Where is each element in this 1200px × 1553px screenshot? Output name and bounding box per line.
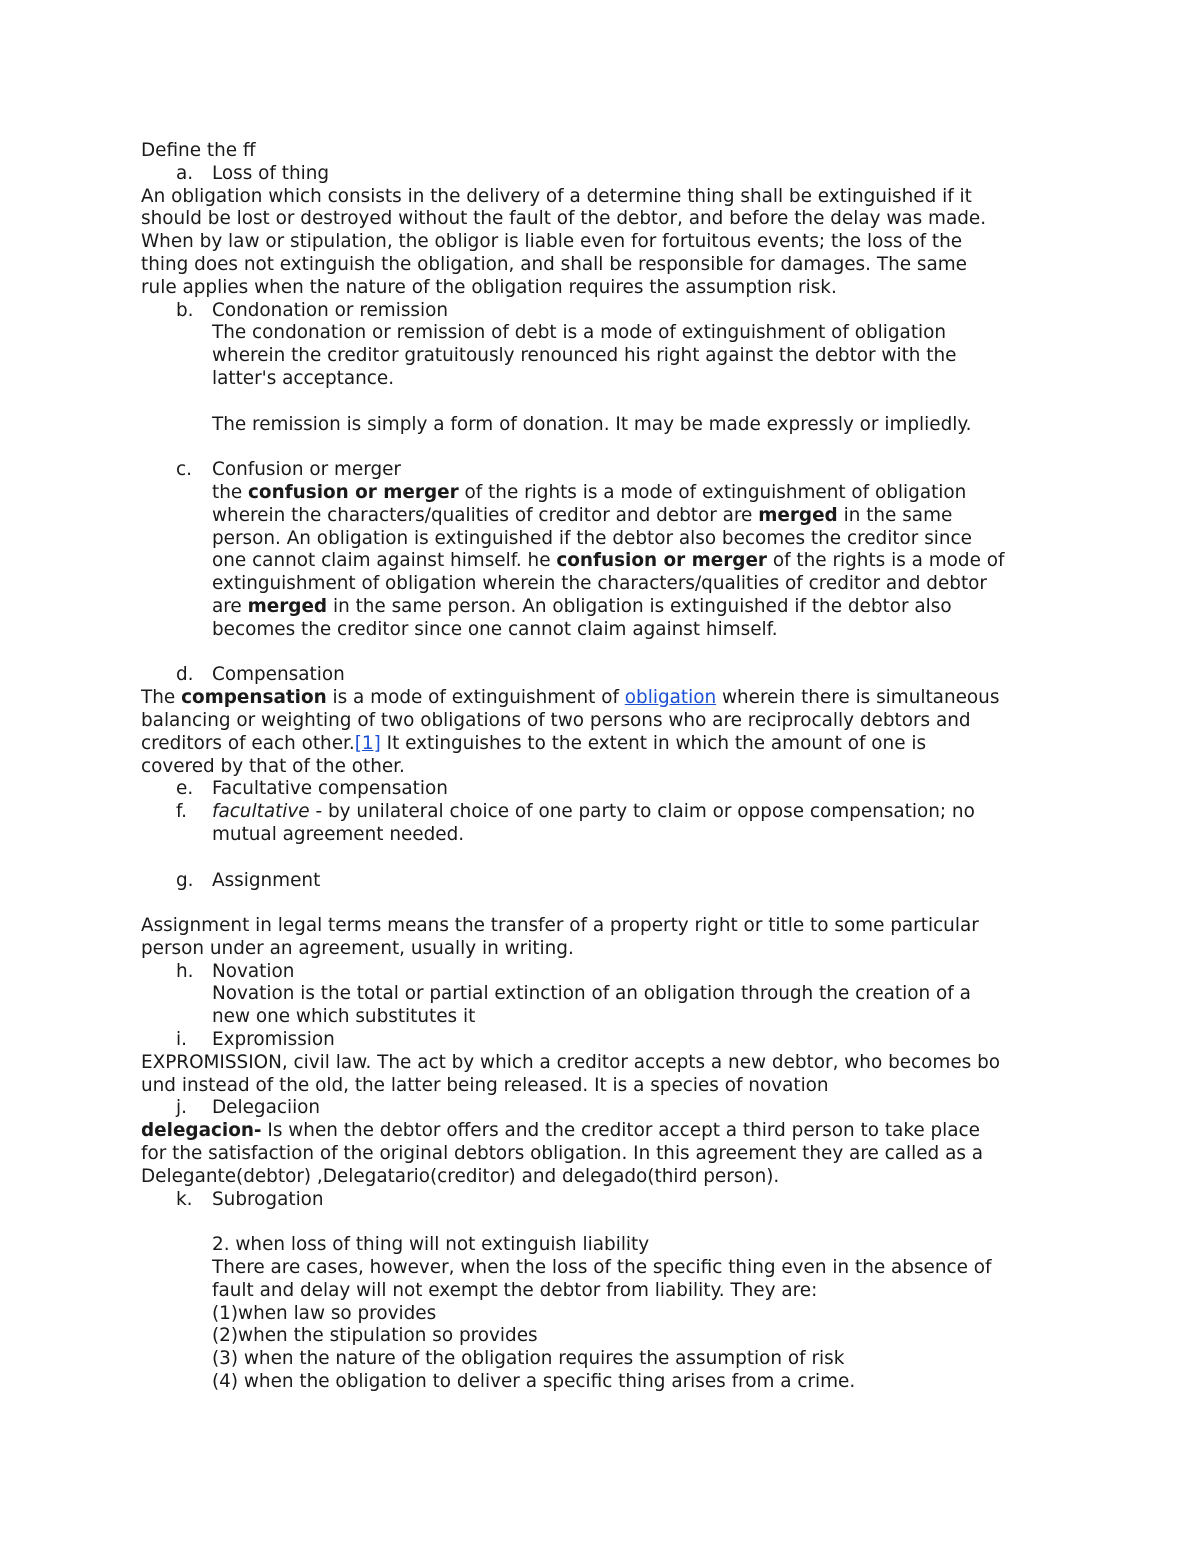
item-title: Confusion or merger — [212, 459, 401, 481]
document-heading: Define the ff — [141, 140, 256, 161]
bold-term: confusion or merger — [556, 550, 767, 572]
paragraph-line: balancing or weighting of two obligations of two persons who are reciprocally debtors and — [141, 709, 971, 731]
list-marker: h. — [176, 960, 194, 982]
footnote-link[interactable]: [1] — [354, 732, 381, 754]
list-marker: k. — [176, 1188, 193, 1210]
bold-term: delegacion- — [141, 1120, 262, 1142]
paragraph-line: The remission is simply a form of donation. It may be made expressly or impliedly. — [212, 413, 972, 435]
item-title: Compensation — [212, 664, 345, 686]
paragraph-line: person under an agreement, usually in writing. — [141, 937, 574, 959]
paragraph-line: Assignment in legal terms means the transfer of a property right or title to some particular — [141, 915, 979, 937]
list-marker: b. — [176, 299, 194, 321]
paragraph-line: wherein the creditor gratuitously renounced his right against the debtor with the — [212, 345, 957, 367]
question-title: 2. when loss of thing will not extinguish liability — [212, 1234, 650, 1256]
bold-term: compensation — [181, 687, 327, 709]
bold-term: merged — [758, 504, 838, 526]
item-title: Loss of thing — [212, 162, 330, 184]
item-confusion-merger — [141, 459, 1071, 482]
item-novation — [141, 961, 1071, 984]
item-facultative-compensation — [141, 778, 1071, 801]
list-line: (1)when law so provides — [212, 1302, 437, 1324]
document-page — [141, 140, 1071, 1394]
paragraph-line: covered by that of the other. — [141, 755, 405, 777]
item-subrogation — [141, 1189, 1071, 1212]
item-title: Assignment — [212, 869, 321, 891]
item-title: Facultative compensation — [212, 778, 448, 800]
paragraph-line: und instead of the old, the latter being released. It is a species of novation — [141, 1074, 829, 1096]
paragraph-line: mutual agreement needed. — [212, 823, 465, 845]
paragraph-line: wherein the characters/qualities of creditor and debtor are merged in the same — [212, 504, 953, 526]
paragraph-line: There are cases, however, when the loss of the specific thing even in the absence of — [212, 1257, 992, 1279]
item-expromission — [141, 1029, 1071, 1052]
item-title: Delegaciion — [212, 1097, 321, 1119]
item-loss-of-thing — [141, 163, 1071, 186]
paragraph-line: person. An obligation is extinguished if the debtor also becomes the creditor since — [212, 527, 972, 549]
paragraph-line: thing does not extinguish the obligation, and shall be responsible for damages. The same — [141, 253, 967, 275]
bold-term: merged — [247, 595, 328, 617]
paragraph-line: EXPROMISSION, civil law. The act by which a creditor accepts a new debtor, who becomes bo — [141, 1051, 1000, 1073]
paragraph-line: The compensation is a mode of extinguishment of obligation wherein there is simultaneous — [141, 687, 1000, 709]
obligation-link[interactable]: obligation — [624, 687, 717, 709]
paragraph-line: When by law or stipulation, the obligor is liable even for fortuitous events; the loss of the — [141, 231, 963, 253]
item-title: Subrogation — [212, 1188, 324, 1210]
paragraph-line: Delegante(debtor) ,Delegatario(creditor) and delegado(third person). — [141, 1165, 780, 1187]
paragraph-line: are merged in the same person. An obligation is extinguished if the debtor also — [212, 595, 952, 617]
list-marker: c. — [176, 459, 192, 481]
paragraph-line: extinguishment of obligation wherein the characters/qualities of creditor and debtor — [212, 573, 987, 595]
list-marker: d. — [176, 664, 194, 686]
item-facultative-definition: f. facultative - by unilateral choice of one party to claim or oppose compensation; no — [176, 801, 975, 823]
item-delegacion — [141, 1097, 1071, 1120]
paragraph-line: rule applies when the nature of the obligation requires the assumption risk. — [141, 276, 837, 298]
paragraph-line: one cannot claim against himself. he confusion or merger of the rights is a mode of — [212, 550, 1005, 572]
paragraph-line: for the satisfaction of the original debtors obligation. In this agreement they are called as a — [141, 1143, 984, 1165]
list-line: (4) when the obligation to deliver a specific thing arises from a crime. — [212, 1371, 856, 1393]
paragraph-line: the confusion or merger of the rights is a mode of extinguishment of obligation — [212, 481, 967, 503]
item-compensation — [141, 664, 1071, 687]
list-marker: e. — [176, 778, 194, 800]
italic-term: facultative — [212, 801, 310, 823]
list-marker: j. — [176, 1097, 187, 1119]
paragraph-line: delegacion- Is when the debtor offers and the creditor accept a third person to take place — [141, 1120, 980, 1142]
item-condonation — [141, 300, 1071, 323]
paragraph-line: An obligation which consists in the delivery of a determine thing shall be extinguished if it — [141, 185, 972, 207]
paragraph-line: new one which substitutes it — [212, 1006, 476, 1028]
item-title: Novation — [212, 960, 295, 982]
list-marker: g. — [176, 869, 194, 891]
item-title: Expromission — [212, 1029, 335, 1051]
paragraph-line: latter's acceptance. — [212, 367, 395, 389]
bold-term: confusion or merger — [248, 481, 459, 503]
paragraph-line: creditors of each other.[1] It extinguishes to the extent in which the amount of one is — [141, 732, 927, 754]
list-marker: f. — [176, 801, 187, 823]
list-marker: a. — [176, 162, 194, 184]
paragraph-line: should be lost or destroyed without the fault of the debtor, and before the delay was made. — [141, 208, 987, 230]
list-marker: i. — [176, 1029, 187, 1051]
item-title: Condonation or remission — [212, 299, 449, 321]
item-assignment — [141, 870, 1071, 893]
paragraph-line: fault and delay will not exempt the debtor from liability. They are: — [212, 1279, 818, 1301]
paragraph-line: The condonation or remission of debt is a mode of extinguishment of obligation — [212, 322, 947, 344]
list-line: (2)when the stipulation so provides — [212, 1325, 538, 1347]
paragraph-line: becomes the creditor since one cannot claim against himself. — [212, 618, 778, 640]
paragraph-line: Novation is the total or partial extinction of an obligation through the creation of a — [212, 983, 971, 1005]
list-line: (3) when the nature of the obligation requires the assumption of risk — [212, 1348, 845, 1370]
